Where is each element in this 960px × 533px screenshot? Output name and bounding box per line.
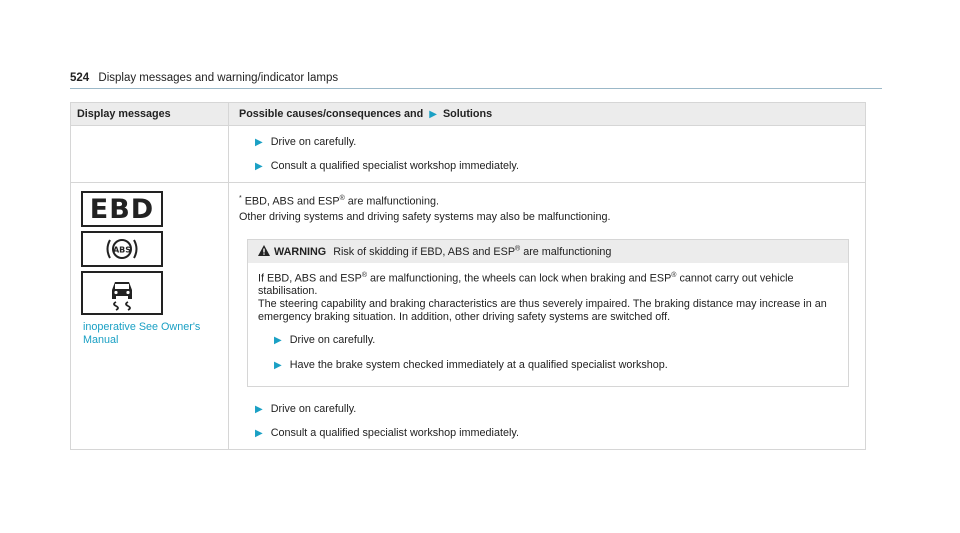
owners-manual-link[interactable]: inoperative See Owner's Manual — [83, 321, 201, 346]
warning-box — [247, 239, 849, 388]
cause-text: * EBD, ABS and ESP® are malfunctioning. Other driving systems and driving safety systems may also be malfunctioning. — [239, 195, 611, 223]
esp-skid-icon — [81, 271, 163, 315]
list-item: ▶ Have the brake system checked immediately at a qualified specialist workshop. — [274, 359, 668, 372]
arrow-icon: ▶ — [429, 109, 437, 120]
ebd-icon: EBD — [81, 191, 163, 227]
warning-paragraph: If EBD, ABS and ESP® are malfunctioning, the wheels can lock when braking and ESP® cannot carry out vehicle stabilisation. — [258, 271, 794, 298]
arrow-icon: ▶ — [255, 404, 263, 416]
list-item: ▶ Drive on carefully. — [274, 334, 376, 347]
arrow-icon: ▶ — [274, 335, 282, 347]
arrow-icon: ▶ — [255, 137, 263, 148]
list-item: ▶ Drive on carefully. — [255, 136, 357, 148]
warning-paragraph: The steering capability and braking characteristics are thus severely impaired. The braking distance may increase in an emergency braking situation. In addition, other driving safety systems are switched off. — [258, 298, 827, 324]
col-header-messages: Display messages — [71, 103, 229, 125]
arrow-icon: ▶ — [255, 428, 263, 440]
warning-body — [248, 263, 848, 387]
list-item: ▶ Consult a qualified specialist workshop immediately. — [255, 160, 519, 172]
page-header — [70, 72, 882, 89]
table-header-row — [71, 103, 865, 125]
arrow-icon: ▶ — [255, 161, 263, 172]
page-number: 524 — [70, 72, 90, 84]
abs-icon — [81, 231, 163, 267]
list-item: ▶ Drive on carefully. — [255, 403, 357, 416]
display-messages-table — [70, 102, 866, 450]
table-row — [71, 125, 865, 182]
warning-header: WARNING Risk of skidding if EBD, ABS and ESP® are malfunctioning — [248, 240, 848, 263]
warning-triangle-icon — [258, 245, 270, 256]
svg-text:ABS: ABS — [112, 245, 132, 255]
arrow-icon: ▶ — [274, 360, 282, 372]
list-item: ▶ Consult a qualified specialist workshop immediately. — [255, 427, 519, 440]
table-row — [71, 182, 865, 449]
page-title: Display messages and warning/indicator lamps — [98, 72, 339, 84]
col-header-causes: Possible causes/consequences and ▶ Solutions — [239, 108, 493, 120]
